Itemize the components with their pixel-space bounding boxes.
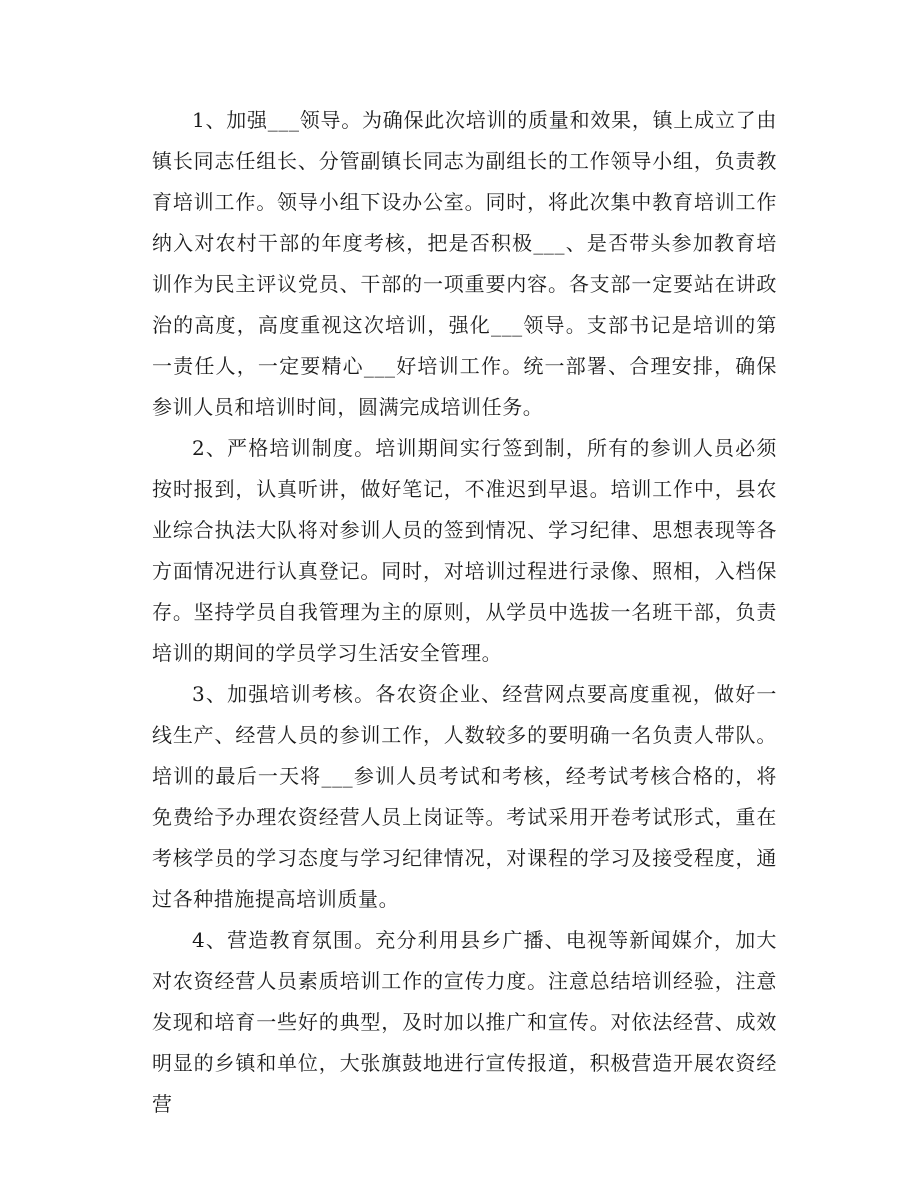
paragraph-training-assessment: 3、加强培训考核。各农资企业、经营网点要高度重视，做好一线生产、经营人员的参训工作，人数较多的要明确一名负责人带队。培训的最后一天将___参训人员考试和考核，经考试考核合格的，将免费给予办理农资经营人员上岗证等。考试采用开卷考试形式，重在考核学员的学习态度与学习纪律情况，对课程的学习及接受程度，通过各种措施提高培训质量。 — [152, 682, 777, 911]
paragraph-training-rules: 2、严格培训制度。培训期间实行签到制，所有的参训人员必须按时报到，认真听讲，做好笔记，不准迟到早退。培训工作中，县农业综合执法大队将对参训人员的签到情况、学习纪律、思想表现等各方面情况进行认真登记。同时，对培训过程进行录像、照相，入档保存。坚持学员自我管理为主的原则，从学员中选拔一名班干部，负责培训的期间的学员学习生活安全管理。 — [152, 436, 777, 665]
paragraph-education-atmosphere: 4、营造教育氛围。充分利用县乡广播、电视等新闻媒介，加大对农资经营人员素质培训工作的宣传力度。注意总结培训经验，注意发现和培育一些好的典型，及时加以推广和宣传。对依法经营、成效明显的乡镇和单位，大张旗鼓地进行宣传报道，积极营造开展农资经营 — [152, 928, 777, 1116]
document-page — [152, 100, 777, 1125]
paragraph-leadership: 1、加强___领导。为确保此次培训的质量和效果，镇上成立了由镇长同志任组长、分管副镇长同志为副组长的工作领导小组，负责教育培训工作。领导小组下设办公室。同时，将此次集中教育培训工作纳入对农村干部的年度考核，把是否积极___、是否带头参加教育培训作为民主评议党员、干部的一项重要内容。各支部一定要站在讲政治的高度，高度重视这次培训，强化___领导。支部书记是培训的第一责任人，一定要精心___好培训工作。统一部署、合理安排，确保参训人员和培训时间，圆满完成培训任务。 — [152, 108, 777, 419]
